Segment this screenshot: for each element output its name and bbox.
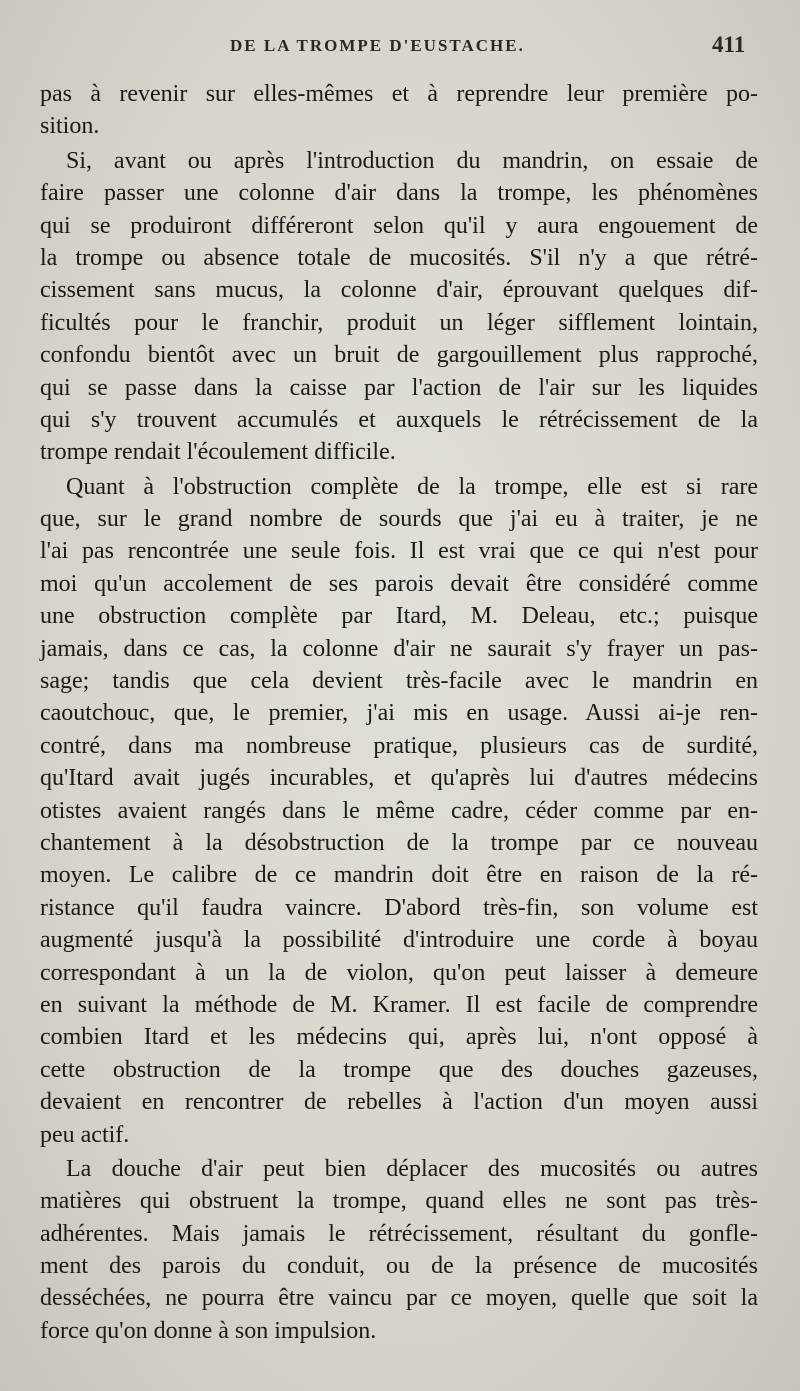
body-text <box>40 78 758 1347</box>
text-line: chantement à la désobstruction de la trompe par ce nouveau <box>40 829 758 856</box>
text-line: Quant à l'obstruction complète de la trompe, elle est si rare <box>66 473 758 500</box>
paragraph-2 <box>40 145 758 469</box>
text-line: sition. <box>40 113 100 140</box>
text-line: contré, dans ma nombreuse pratique, plusieurs cas de surdité, <box>40 732 758 759</box>
text-line: La douche d'air peut bien déplacer des mucosités ou autres <box>66 1155 758 1182</box>
text-line: qui s'y trouvent accumulés et auxquels le rétrécissement de la <box>40 406 758 433</box>
text-line: ment des parois du conduit, ou de la présence de mucosités <box>40 1253 758 1280</box>
page-number: 411 <box>712 32 746 57</box>
text-line: trompe rendait l'écoulement difficile. <box>40 439 396 466</box>
text-line: jamais, dans ce cas, la colonne d'air ne saurait s'y frayer un pas- <box>40 635 758 662</box>
text-line: devaient en rencontrer de rebelles à l'action d'un moyen aussi <box>40 1089 758 1116</box>
text-line: peu actif. <box>40 1121 130 1148</box>
text-line: confondu bientôt avec un bruit de gargouillement plus rapproché, <box>40 342 758 369</box>
text-line: otistes avaient rangés dans le même cadre, céder comme par en- <box>40 797 758 824</box>
text-line: pas à revenir sur elles-mêmes et à reprendre leur première po- <box>40 81 758 107</box>
text-line: qui se produiront différeront selon qu'il y aura engouement de <box>40 212 758 239</box>
text-line: augmenté jusqu'à la possibilité d'introduire une corde à boyau <box>40 927 758 954</box>
text-line: qui se passe dans la caisse par l'action de l'air sur les liquides <box>40 374 758 401</box>
paragraph-3 <box>40 471 758 1151</box>
text-line: cissement sans mucus, la colonne d'air, éprouvant quelques dif- <box>40 277 758 304</box>
text-line: adhérentes. Mais jamais le rétrécissement, résultant du gonfle- <box>40 1220 758 1247</box>
paragraph-4 <box>40 1153 758 1347</box>
text-line: une obstruction complète par Itard, M. Deleau, etc.; puisque <box>40 603 758 630</box>
text-line: combien Itard et les médecins qui, après lui, n'ont opposé à <box>40 1024 758 1051</box>
text-line: force qu'on donne à son impulsion. <box>40 1317 377 1344</box>
text-line: moyen. Le calibre de ce mandrin doit être en raison de la ré- <box>40 862 758 889</box>
page-header <box>0 30 800 66</box>
text-line: que, sur le grand nombre de sourds que j'ai eu à traiter, je ne <box>40 506 758 533</box>
text-line: desséchées, ne pourra être vaincu par ce moyen, quelle que soit la <box>40 1285 758 1312</box>
text-line: correspondant à un la de violon, qu'on peut laisser à demeure <box>40 959 758 986</box>
text-line: caoutchouc, que, le premier, j'ai mis en usage. Aussi ai-je ren- <box>40 700 758 727</box>
text-line: Si, avant ou après l'introduction du mandrin, on essaie de <box>66 147 758 174</box>
text-line: matières qui obstruent la trompe, quand elles ne sont pas très- <box>40 1188 758 1215</box>
text-line: ficultés pour le franchir, produit un léger sifflement lointain, <box>40 309 758 336</box>
text-line: l'ai pas rencontrée une seule fois. Il est vrai que ce qui n'est pour <box>40 538 758 565</box>
text-line: la trompe ou absence totale de mucosités. S'il n'y a que rétré- <box>40 244 758 271</box>
text-line: ristance qu'il faudra vaincre. D'abord très-fin, son volume est <box>40 894 758 921</box>
running-title: DE LA TROMPE D'EUSTACHE. <box>230 36 525 55</box>
text-line: sage; tandis que cela devient très-facile avec le mandrin en <box>40 668 758 695</box>
text-line: en suivant la méthode de M. Kramer. Il est facile de comprendre <box>40 991 758 1018</box>
text-line: cette obstruction de la trompe que des douches gazeuses, <box>40 1056 758 1083</box>
paragraph-1 <box>40 78 758 143</box>
text-line: moi qu'un accolement de ses parois devait être considéré comme <box>40 570 758 597</box>
text-line: faire passer une colonne d'air dans la trompe, les phénomènes <box>40 180 758 207</box>
text-line: qu'Itard avait jugés incurables, et qu'après lui d'autres médecins <box>40 765 758 792</box>
